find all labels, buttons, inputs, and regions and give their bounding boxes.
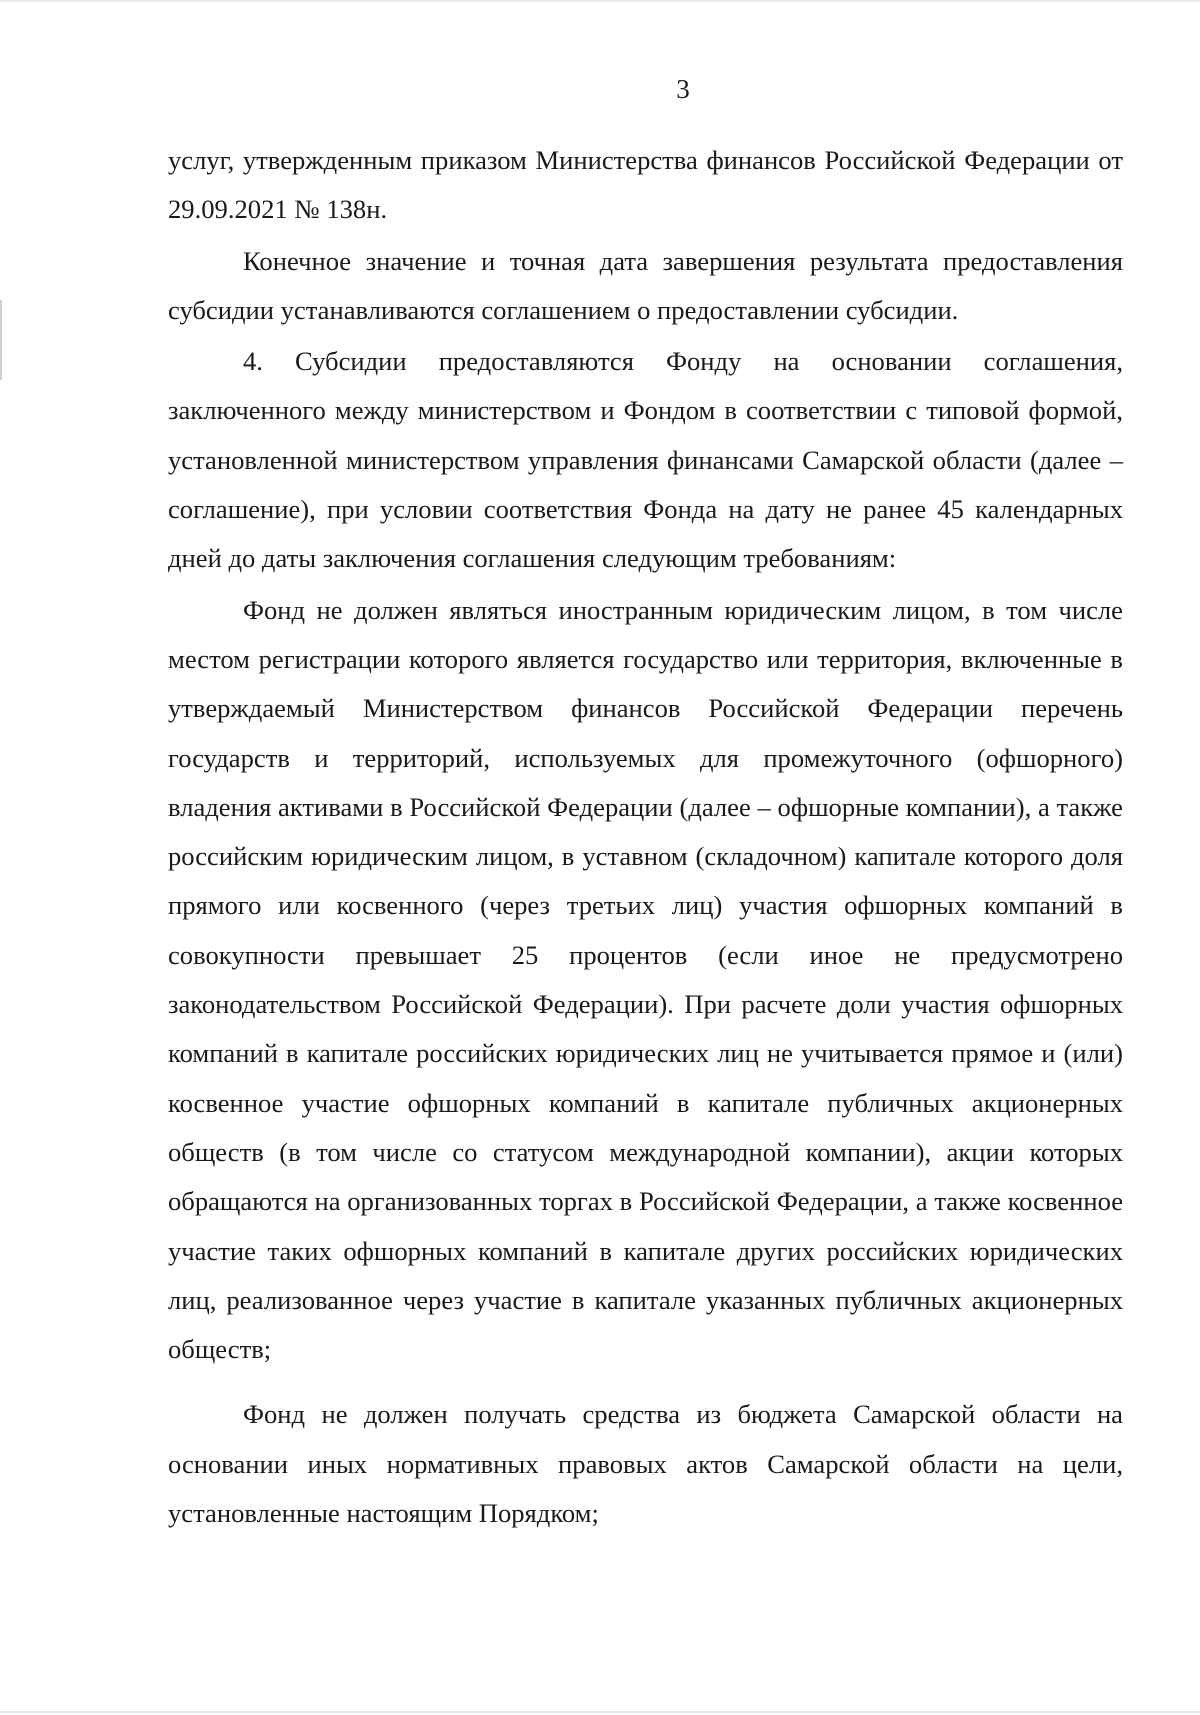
paragraph-budget-requirement: Фонд не должен получать средства из бюджета Самарской области на основании иных нормативных правовых актов Самарской области на цели, установленные настоящим Порядком; xyxy=(168,1399,1123,1529)
paragraph-offshore-requirement: Фонд не должен являться иностранным юридическим лицом, в том числе местом регистрации которого является государство или территория, включенные в утверждаемый Министерством финансов Российской Федерации перечень государств и территорий, используемых для промежуточного (офшорного) владения активами в Российской Федерации (далее – офшорные компании), а также российским юридическим лицом, в уставном (складочном) капитале которого доля прямого или косвенного (через третьих лиц) участия офшорных компаний в совокупности превышает 25 процентов (если иное не предусмотрено законодательством Российской Федерации). При расчете доли участия офшорных компаний в капитале российских юридических лиц не учитывается прямое и (или) косвенное участие офшорных компаний в капитале публичных акционерных обществ (в том числе со статусом международной компании), акции которых обращаются на организованных торгах в Российской Федерации, а также косвенное участие таких офшорных компаний в капитале других российских юридических лиц, реализованное через участие в капитале указанных публичных акционерных обществ; xyxy=(168,594,1123,1365)
document-body xyxy=(168,136,1123,1538)
scan-left-margin-mark xyxy=(0,300,2,380)
paragraph-final-value: Конечное значение и точная дата завершения результата предоставления субсидии устанавливаются соглашением о предоставлении субсидии. xyxy=(168,245,1123,325)
scan-bottom-edge xyxy=(0,1711,1200,1713)
scan-top-edge xyxy=(0,0,1200,2)
paragraph-services-order: услуг, утвержденным приказом Министерства финансов Российской Федерации от 29.09.2021 № 138н. xyxy=(168,145,1123,225)
page-number: 3 xyxy=(676,74,690,104)
paragraph-subsidy-conditions: 4. Субсидии предоставляются Фонду на основании соглашения, заключенного между министерством и Фондом в соответствии с типовой формой, установленной министерством управления финансами Самарской области (далее – соглашение), при условии соответствия Фонда на дату не ранее 45 календарных дней до даты заключения соглашения следующим требованиям: xyxy=(168,346,1123,574)
